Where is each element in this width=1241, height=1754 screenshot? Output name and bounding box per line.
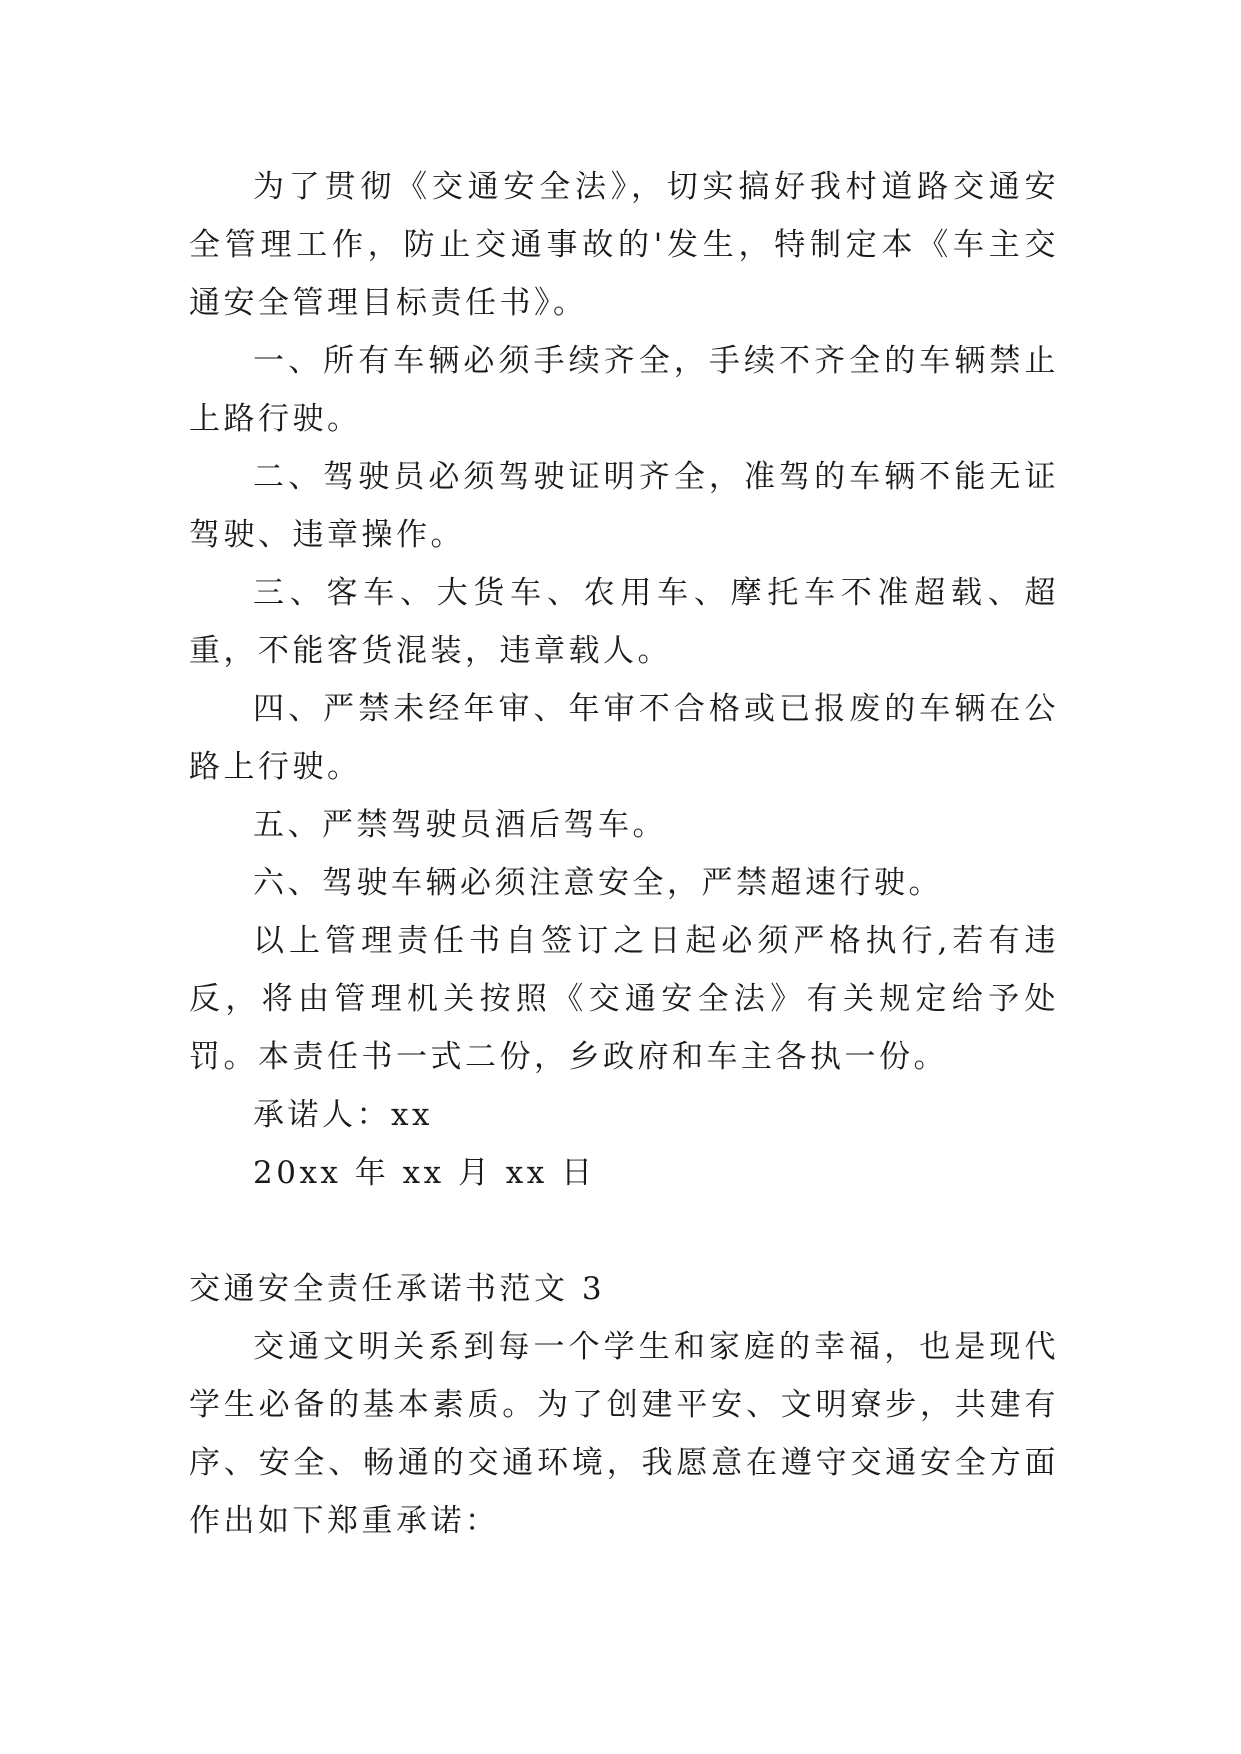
paragraph-closing: 以上管理责任书自签订之日起必须严格执行,若有违反，将由管理机关按照《交通安全法》有关规定给予处罚。本责任书一式二份，乡政府和车主各执一份。 <box>189 923 1059 1075</box>
section-heading: 交通安全责任承诺书范文 3 <box>189 1271 606 1307</box>
section-spacer <box>189 1202 1059 1260</box>
date-line: 20xx 年 xx 月 xx 日 <box>253 1155 596 1191</box>
paragraph-pledge-intro: 交通文明关系到每一个学生和家庭的幸福，也是现代学生必备的基本素质。为了创建平安、文明寮步，共建有序、安全、畅通的交通环境，我愿意在遵守交通安全方面作出如下郑重承诺： <box>189 1329 1059 1539</box>
paragraph-rule-4: 四、严禁未经年审、年审不合格或已报废的车辆在公路上行驶。 <box>189 691 1059 785</box>
paragraph-rule-3: 三、客车、大货车、农用车、摩托车不准超载、超重，不能客货混装，违章载人。 <box>189 575 1059 669</box>
signer-line: 承诺人：xx <box>253 1097 433 1133</box>
document-body <box>189 158 1059 1550</box>
paragraph-rule-1: 一、所有车辆必须手续齐全，手续不齐全的车辆禁止上路行驶。 <box>189 343 1059 437</box>
paragraph-rule-6: 六、驾驶车辆必须注意安全，严禁超速行驶。 <box>253 865 943 901</box>
paragraph-rule-5: 五、严禁驾驶员酒后驾车。 <box>253 807 667 843</box>
paragraph-rule-2: 二、驾驶员必须驾驶证明齐全，准驾的车辆不能无证驾驶、违章操作。 <box>189 459 1059 553</box>
paragraph-intro: 为了贯彻《交通安全法》，切实搞好我村道路交通安全管理工作，防止交通事故的'发生，特制定本《车主交通安全管理目标责任书》。 <box>189 169 1059 321</box>
